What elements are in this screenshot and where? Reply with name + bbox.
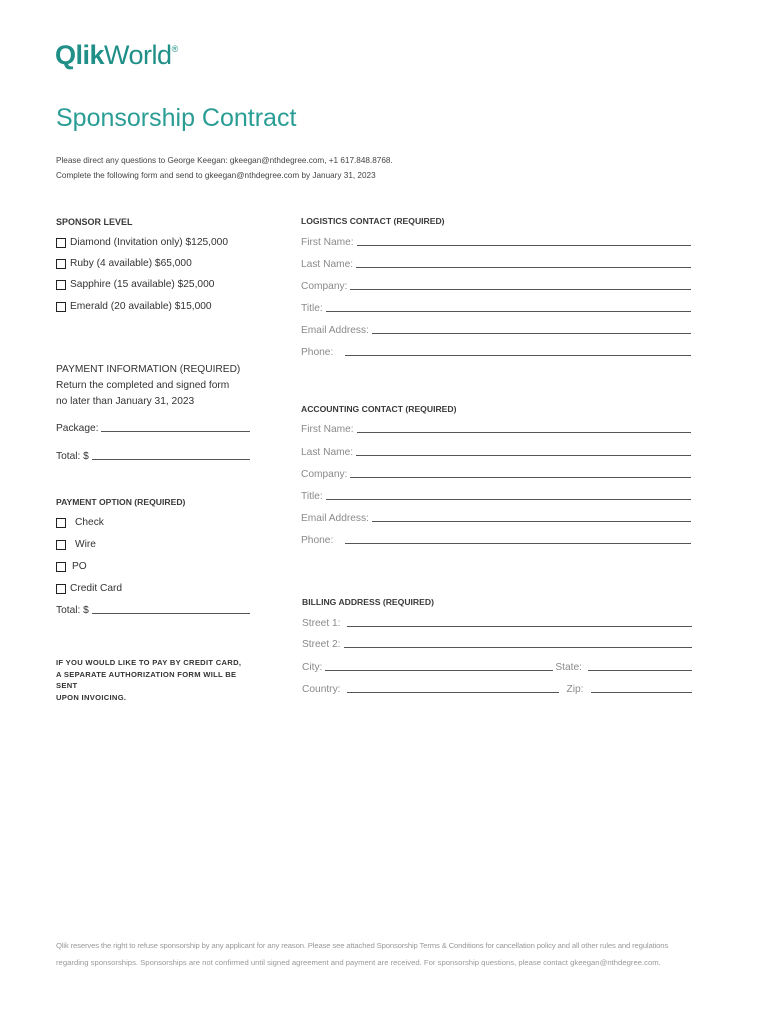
- billing-street1-field[interactable]: [302, 618, 692, 629]
- payment-option-po[interactable]: [56, 561, 87, 572]
- checkbox[interactable]: [56, 259, 66, 269]
- checkbox[interactable]: [56, 302, 66, 312]
- accounting-phone-field[interactable]: [301, 535, 691, 546]
- credit-note-line-3: UPON INVOICING.: [56, 692, 127, 702]
- city-label: City:: [302, 662, 323, 673]
- field-label: Phone:: [301, 535, 334, 546]
- sponsor-option-emerald[interactable]: [56, 301, 212, 312]
- field-line[interactable]: [345, 543, 691, 544]
- intro-line-2: Complete the following form and send to gkeegan@nthdegree.com by January 31, 2023: [56, 171, 376, 180]
- zip-label: Zip:: [566, 684, 584, 695]
- checkbox[interactable]: [56, 562, 66, 572]
- billing-country-zip-row[interactable]: [302, 684, 692, 695]
- total-field-1[interactable]: [56, 451, 250, 462]
- accounting-heading: ACCOUNTING CONTACT (REQUIRED): [301, 404, 457, 414]
- country-line[interactable]: [347, 692, 559, 693]
- option-label: Ruby (4 available) $65,000: [70, 258, 192, 269]
- state-line[interactable]: [588, 670, 692, 671]
- payment-option-credit-card[interactable]: [56, 583, 122, 594]
- field-label: First Name:: [301, 237, 354, 248]
- footer-line-1: Qlik reserves the right to refuse sponsorship by any applicant for any reason. Please see attached Sponsorship Terms & Conditions for cancellation policy and all other rules and regulations: [56, 941, 669, 950]
- total-line-2[interactable]: [92, 613, 250, 614]
- logo-bold: Qlik: [55, 40, 105, 70]
- accounting-company-field[interactable]: [301, 469, 691, 480]
- field-line[interactable]: [344, 647, 692, 648]
- logistics-title-field[interactable]: [301, 303, 691, 314]
- field-label: Email Address:: [301, 513, 369, 524]
- payment-info-line-3: no later than January 31, 2023: [56, 396, 195, 407]
- option-label: Emerald (20 available) $15,000: [70, 301, 212, 312]
- field-line[interactable]: [357, 432, 691, 433]
- billing-heading: BILLING ADDRESS (REQUIRED): [302, 597, 434, 607]
- checkbox[interactable]: [56, 238, 66, 248]
- credit-note-line-1: IF YOU WOULD LIKE TO PAY BY CREDIT CARD,: [56, 658, 242, 667]
- credit-note-line-2: A SEPARATE AUTHORIZATION FORM WILL BE SENT: [56, 669, 237, 690]
- state-label: State:: [555, 662, 582, 673]
- field-label: Title:: [301, 491, 323, 502]
- field-line[interactable]: [326, 311, 691, 312]
- logistics-email-field[interactable]: [301, 325, 691, 336]
- logistics-phone-field[interactable]: [301, 347, 691, 358]
- field-line[interactable]: [350, 289, 691, 290]
- field-line[interactable]: [372, 521, 691, 522]
- footer-disclaimer: [56, 937, 724, 971]
- option-label: Sapphire (15 available) $25,000: [70, 279, 215, 290]
- footer-line-2: regarding sponsorships. Sponsorships are not confirmed until signed agreement and payment are received. For sponsorship questions, please contact gkeegan@nthdegree.com.: [56, 958, 661, 967]
- field-label: Street 1:: [302, 618, 341, 629]
- zip-line[interactable]: [591, 692, 693, 693]
- accounting-last-name-field[interactable]: [301, 447, 691, 458]
- sponsor-level-heading: SPONSOR LEVEL: [56, 217, 133, 227]
- field-line[interactable]: [372, 333, 691, 334]
- sponsor-option-ruby[interactable]: [56, 258, 192, 269]
- package-line[interactable]: [101, 431, 250, 432]
- accounting-title-field[interactable]: [301, 491, 691, 502]
- total-field-2[interactable]: [56, 605, 250, 616]
- field-label: Street 2:: [302, 639, 341, 650]
- logistics-company-field[interactable]: [301, 281, 691, 292]
- logistics-last-name-field[interactable]: [301, 259, 691, 270]
- logo-registered-mark: ®: [171, 44, 178, 54]
- field-label: First Name:: [301, 424, 354, 435]
- billing-street2-field[interactable]: [302, 639, 692, 650]
- sponsor-option-sapphire[interactable]: [56, 279, 214, 290]
- sponsor-option-diamond[interactable]: [56, 237, 228, 248]
- field-label: Company:: [301, 281, 348, 292]
- payment-option-check[interactable]: [56, 517, 104, 528]
- payment-info-heading: PAYMENT INFORMATION (REQUIRED): [56, 364, 241, 375]
- field-line[interactable]: [356, 267, 691, 268]
- field-label: Title:: [301, 303, 323, 314]
- total-label-2: Total: $: [56, 605, 89, 616]
- page-title: Sponsorship Contract: [56, 104, 297, 132]
- option-label: Credit Card: [70, 583, 123, 594]
- package-field[interactable]: [56, 423, 250, 434]
- payment-option-wire[interactable]: [56, 539, 96, 550]
- field-label: Company:: [301, 469, 348, 480]
- field-line[interactable]: [347, 626, 692, 627]
- logistics-heading: LOGISTICS CONTACT (REQUIRED): [301, 216, 445, 226]
- checkbox[interactable]: [56, 540, 66, 550]
- country-label: Country:: [302, 684, 341, 695]
- option-label: PO: [72, 561, 87, 572]
- logo-light: World: [104, 40, 172, 70]
- total-label-1: Total: $: [56, 451, 89, 462]
- checkbox[interactable]: [56, 584, 66, 594]
- field-line[interactable]: [356, 455, 691, 456]
- package-label: Package:: [56, 423, 99, 434]
- billing-city-state-row[interactable]: [302, 662, 692, 673]
- field-label: Email Address:: [301, 325, 369, 336]
- field-line[interactable]: [326, 499, 691, 500]
- accounting-email-field[interactable]: [301, 513, 691, 524]
- field-label: Last Name:: [301, 259, 354, 270]
- payment-option-heading: PAYMENT OPTION (REQUIRED): [56, 497, 186, 507]
- field-line[interactable]: [345, 355, 691, 356]
- checkbox[interactable]: [56, 518, 66, 528]
- credit-card-note: [56, 657, 256, 703]
- option-label: Check: [75, 517, 104, 528]
- field-line[interactable]: [350, 477, 691, 478]
- intro-line-1: Please direct any questions to George Keegan: gkeegan@nthdegree.com, +1 617.848.8768.: [56, 156, 393, 165]
- field-line[interactable]: [357, 245, 691, 246]
- payment-info-line-2: Return the completed and signed form: [56, 380, 230, 391]
- accounting-first-name-field[interactable]: [301, 424, 691, 435]
- field-label: Last Name:: [301, 447, 354, 458]
- total-line-1[interactable]: [92, 459, 250, 460]
- logistics-first-name-field[interactable]: [301, 237, 691, 248]
- field-label: Phone:: [301, 347, 334, 358]
- qlikworld-logo: [55, 40, 178, 71]
- option-label: Diamond (Invitation only) $125,000: [70, 237, 229, 248]
- option-label: Wire: [75, 539, 96, 550]
- checkbox[interactable]: [56, 280, 66, 290]
- city-line[interactable]: [325, 670, 553, 671]
- payment-info-block: [56, 362, 256, 410]
